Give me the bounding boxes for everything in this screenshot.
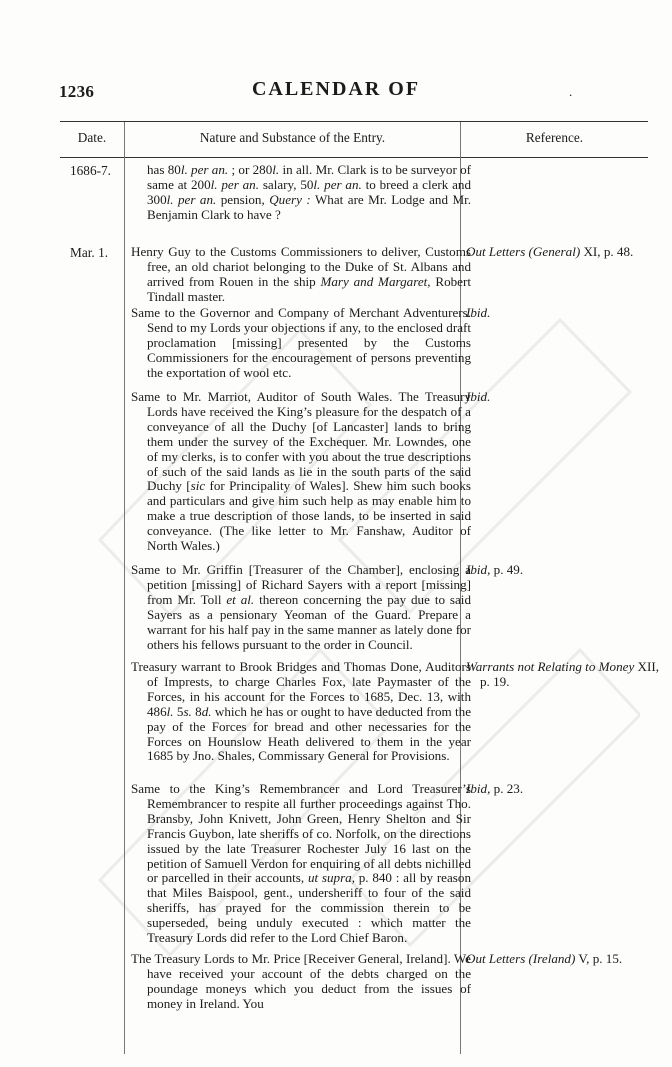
text-run: Henry Guy to the Customs Commissioners to deliver, Customs free, an old chariot belonging to the Duke of St. Albans and arrived from Rouen in the ship bbox=[131, 244, 471, 289]
text-run: pension, bbox=[216, 191, 270, 207]
italic-text: Ibid. bbox=[466, 305, 491, 320]
text-run: XI, p. 48. bbox=[580, 244, 634, 259]
italic-text: d. bbox=[201, 703, 212, 719]
text-run: salary, 50 bbox=[259, 176, 314, 192]
text-run: V, p. 15. bbox=[575, 951, 623, 966]
entry-text bbox=[131, 952, 471, 1012]
text-run: Same to the King’s Remembrancer and Lord Treasurer’s Remembrancer to respite all further proceedings against Tho. Bransby, John Knivett, John Green, Henry Shelton and Sir Francis Guybon, late sheriffs of co. Norfolk, on the directions issued by the late Treasurer Rochester July 16 last on the petition of Samuell Verdon for enquiring of all debts nichilled or parcelled in their accounts, bbox=[131, 781, 471, 886]
italic-text: et al. bbox=[226, 591, 255, 607]
italic-text: Warrants not Relating to Money bbox=[466, 659, 635, 674]
table-top-rule bbox=[60, 121, 648, 122]
text-run: 5 bbox=[173, 703, 184, 719]
italic-text: l. bbox=[166, 703, 174, 719]
italic-text: l. bbox=[272, 162, 280, 177]
italic-text: Out Letters (Ireland) bbox=[466, 951, 576, 966]
italic-text: l. per an. bbox=[313, 176, 362, 192]
entry-text bbox=[131, 660, 471, 764]
text-run: 8 bbox=[191, 703, 202, 719]
entry-reference bbox=[466, 306, 663, 321]
text-run: Same to Mr. Marriot, Auditor of South Wales. The Treasury Lords have received the King’s pleasure for the despatch of a conveyance of all the Duchy [of Lancaster] lands to bring them under the survey of the Exchequer. Mr. Lowndes, one of my clerks, is to confer with you about the true descriptions of such of the said lands as lie in the south parts of the said Duchy [ bbox=[131, 389, 471, 494]
entry-text bbox=[131, 782, 471, 946]
italic-text: l. per an. bbox=[166, 191, 217, 207]
header-dot: . bbox=[569, 84, 573, 99]
column-header-date: Date. bbox=[77, 130, 107, 145]
page-number: 1236 bbox=[59, 82, 95, 101]
text-run: Same to Mr. Griffin [Treasurer of the Chamber], enclosing a petition [missing] of Richard Sayers with a report [missing] from Mr. Toll bbox=[131, 562, 471, 607]
table-header-rule bbox=[60, 157, 648, 158]
running-title: CALENDAR OF bbox=[251, 78, 421, 100]
entry-reference bbox=[466, 245, 663, 260]
text-run: in all. Mr. Clark is to be surveyor of same at 200 bbox=[147, 162, 471, 192]
entry-reference bbox=[466, 390, 663, 405]
text-run: thereon concerning the pay due to said Sayers as a pensionary Yeoman of the Guard. Prepare a warrant for his half pay in the same manner as lately done for others his fellows pursuant to the order in Council. bbox=[147, 591, 471, 652]
entry-text bbox=[131, 563, 471, 652]
text-run: p. 49. bbox=[490, 562, 524, 577]
entry-text bbox=[131, 390, 471, 554]
entry-reference bbox=[466, 782, 663, 797]
italic-text: l. per an. bbox=[210, 176, 259, 192]
column-header-reference: Reference. bbox=[525, 130, 584, 145]
italic-text: Ibid, bbox=[466, 781, 491, 796]
text-run: Treasury warrant to Brook Bridges and Thomas Done, Auditors of Imprests, to charge Charles Fox, late Paymaster of the Forces, in his account for the Forces to 1685, Dec. 13, with 486 bbox=[131, 659, 471, 719]
entry-date: 1686-7. bbox=[70, 163, 111, 178]
italic-text: Ibid, bbox=[466, 562, 491, 577]
text-run: Same to the Governor and Company of Merchant Adventurers. Send to my Lords your objections if any, to the enclosed draft proclamation [missing] presented by the Customs Commissioners for the encouragement of persons preventing the exportation of wool etc. bbox=[131, 305, 471, 380]
text-run: The Treasury Lords to Mr. Price [Receiver General, Ireland]. We have received your account of the debts charged on the poundage moneys which you deduct from the issues of money in Ireland. You bbox=[131, 951, 471, 1011]
italic-text: Out Letters (General) bbox=[466, 244, 581, 259]
text-run: for Principality of Wales]. Shew him such books and particulars and give him such help as may enable him to make a true description of those lands, to be inserted in said conveyance. (The like letter to Mr. Fanshaw, Auditor of North Wales.) bbox=[147, 478, 471, 554]
entry-text bbox=[131, 245, 471, 305]
text-run: p. 23. bbox=[490, 781, 524, 796]
italic-text: Query : bbox=[269, 191, 311, 207]
italic-text: ut supra, bbox=[307, 870, 355, 886]
text-run: Robert Tindall master. bbox=[147, 273, 471, 304]
italic-text: l. per an. bbox=[180, 162, 229, 177]
italic-text: sic bbox=[190, 478, 206, 494]
text-run: which he has or ought to have deducted from the pay of the Forces for bread and other necessaries for the Forces on Hounslow Heath delivered to them in the year 1685 by Jno. Shales, Commissary General for Provisions. bbox=[147, 703, 472, 764]
italic-text: s. bbox=[183, 703, 192, 719]
entry-text bbox=[131, 163, 471, 223]
entry-reference bbox=[466, 563, 663, 578]
column-header-nature: Nature and Substance of the Entry. bbox=[199, 130, 386, 145]
column-rule-date bbox=[124, 122, 125, 1054]
entry-reference bbox=[466, 660, 663, 690]
text-run: XII, p. 19. bbox=[480, 659, 660, 689]
text-run: ; or 280 bbox=[228, 162, 273, 177]
italic-text: Ibid. bbox=[466, 389, 491, 404]
entry-date: Mar. 1. bbox=[70, 245, 109, 260]
text-run: has 80 bbox=[147, 162, 181, 177]
text-run: p. 840 : all by reason that Miles Baispool, gent., undersheriff to four of the said sheriffs, has prayed for the commission therein to be superseded, being unduly executed : which matter the Treasury Lords did refer to the Lord Chief Baron. bbox=[147, 870, 471, 946]
text-run: What are Mr. Lodge and Mr. Benjamin Clark to have ? bbox=[147, 191, 471, 222]
entry-text bbox=[131, 306, 471, 381]
text-run: to breed a clerk and 300 bbox=[147, 176, 472, 207]
entry-reference bbox=[466, 952, 663, 967]
italic-text: Mary and Margaret, bbox=[320, 273, 431, 289]
